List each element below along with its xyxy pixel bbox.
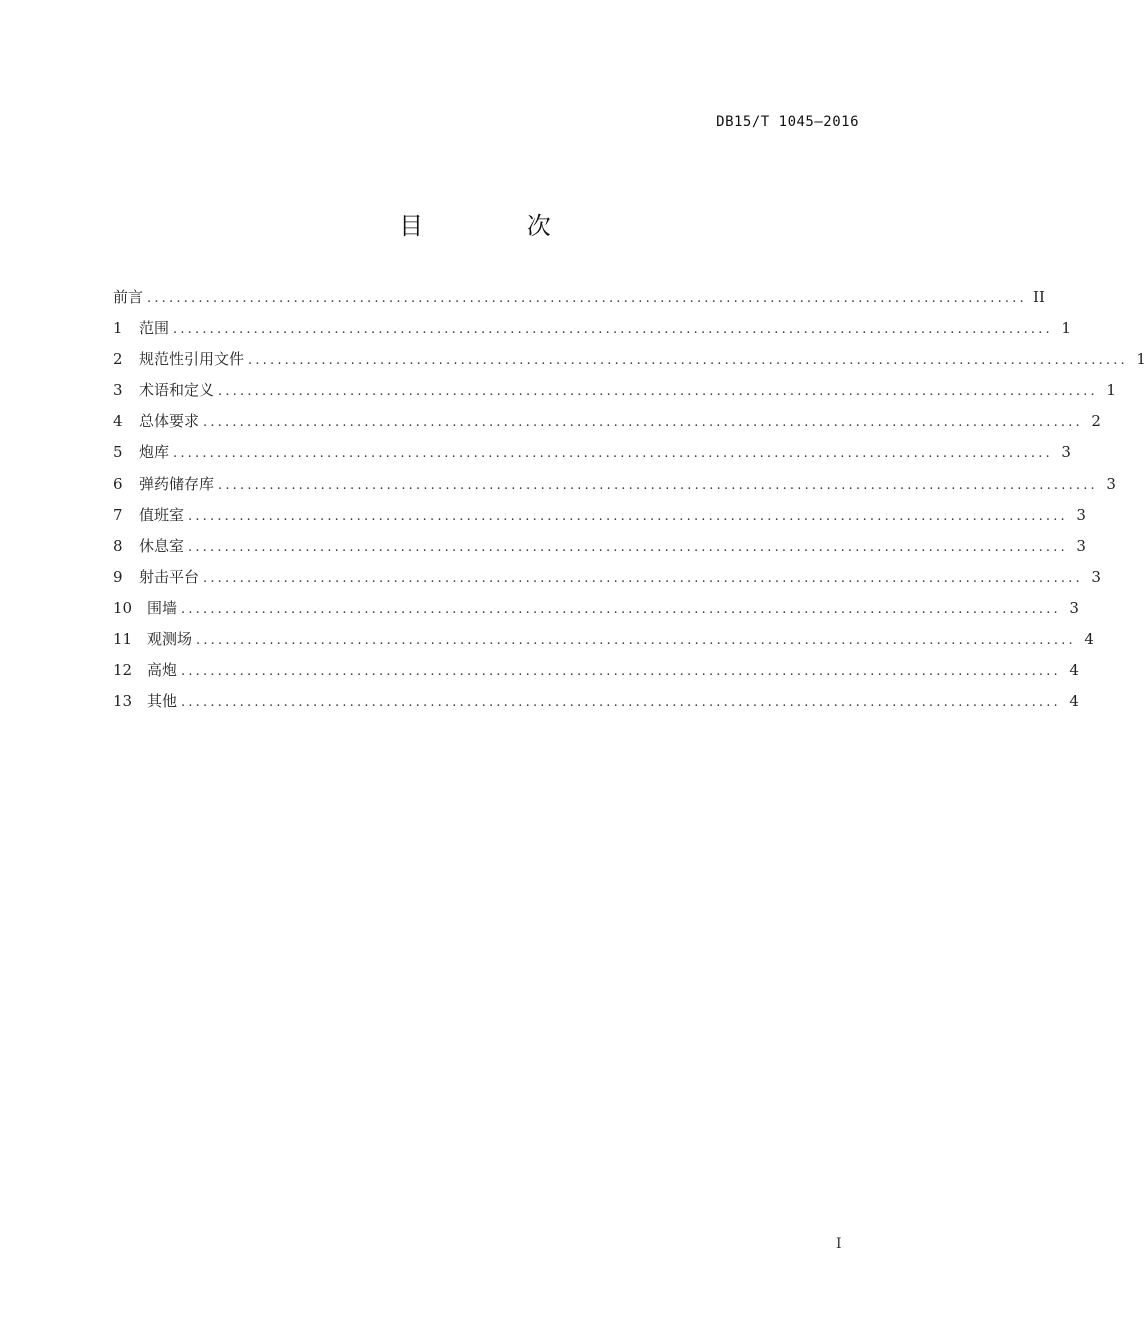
toc-leader-dots: ........................................................................................................................ [188, 508, 1068, 524]
toc-entry[interactable] [113, 536, 1086, 567]
toc-entry-label: 弹药储存库 [139, 474, 215, 493]
toc-entry-page: 3 [1069, 598, 1079, 617]
toc-entry[interactable] [113, 380, 1116, 411]
toc-entry-number: 3 [113, 381, 123, 400]
toc-leader-dots: ........................................................................................................................ [188, 539, 1068, 555]
toc-entry-number: 4 [113, 412, 123, 431]
toc-entry-number: 7 [113, 505, 123, 524]
toc-entry-number: 13 [113, 692, 133, 711]
toc-leader-dots: ........................................................................................................................ [147, 291, 1027, 306]
toc-leader-dots: ........................................................................................................................ [203, 570, 1083, 586]
toc-leader-dots: ........................................................................................................................ [173, 322, 1053, 338]
toc-entry-number: 6 [113, 474, 123, 493]
toc-leader-dots: ........................................................................................................................ [181, 695, 1061, 711]
toc-entry-label: 范围 [139, 319, 170, 338]
toc-entry[interactable] [113, 691, 1079, 722]
toc-entry-label: 总体要求 [139, 412, 200, 431]
toc-entry[interactable] [113, 505, 1086, 536]
toc-entry[interactable] [113, 411, 1101, 442]
toc-entry[interactable] [113, 629, 1094, 660]
toc-leader-dots: ........................................................................................................................ [218, 384, 1098, 400]
toc-entry-page: 1 [1061, 319, 1071, 338]
toc-entry[interactable] [113, 660, 1079, 691]
toc-entry-page: 3 [1106, 474, 1116, 493]
toc-entry-number: 1 [113, 319, 123, 338]
toc-entry[interactable] [113, 474, 1116, 505]
toc-entry-page: 3 [1076, 536, 1086, 555]
document-code: DB15/T 1045—2016 [716, 114, 859, 130]
toc-entry[interactable] [113, 349, 1146, 380]
toc-entry[interactable] [113, 567, 1101, 598]
toc-entry-number: 12 [113, 661, 133, 680]
toc-entry-label: 术语和定义 [139, 381, 215, 400]
toc-entry[interactable] [113, 318, 1071, 349]
toc-entry-label: 围墙 [147, 598, 178, 617]
toc-entry-page: 1 [1136, 350, 1146, 369]
toc-entry-page: 4 [1069, 661, 1079, 680]
toc-entry-page: 3 [1091, 567, 1101, 586]
toc-entry-label: 观测场 [147, 630, 193, 649]
page-number: I [836, 1236, 842, 1252]
toc-entry-page: 3 [1061, 443, 1071, 462]
toc-entry-number: 2 [113, 350, 123, 369]
toc-leader-dots: ........................................................................................................................ [203, 415, 1083, 431]
toc-leader-dots: ........................................................................................................................ [196, 633, 1076, 649]
toc-entry-label: 射击平台 [139, 567, 200, 586]
toc-entry-label: 规范性引用文件 [139, 350, 245, 369]
toc-leader-dots: ........................................................................................................................ [181, 601, 1061, 617]
toc-leader-dots: ........................................................................................................................ [181, 664, 1061, 680]
toc-entry[interactable] [113, 442, 1071, 473]
toc-leader-dots: ........................................................................................................................ [173, 446, 1053, 462]
toc-entry[interactable] [113, 598, 1079, 629]
page-title: 目 次 [399, 212, 599, 240]
toc-entry[interactable] [113, 287, 1045, 318]
toc-entry-page: 4 [1084, 630, 1094, 649]
toc-entry-number: 8 [113, 536, 123, 555]
toc-entry-page: 1 [1106, 381, 1116, 400]
toc-entry-number: 10 [113, 598, 133, 617]
toc-leader-dots: ........................................................................................................................ [218, 477, 1098, 493]
toc-entry-page: 3 [1076, 505, 1086, 524]
toc-entry-label: 值班室 [139, 505, 185, 524]
toc-entry-page: 2 [1091, 412, 1101, 431]
toc-entry-number: 11 [113, 630, 133, 649]
toc-entry-label: 休息室 [139, 536, 185, 555]
toc-entry-number: 5 [113, 443, 123, 462]
toc-entry-label: 其他 [147, 692, 178, 711]
toc-entry-label: 前言 [113, 288, 144, 306]
toc-leader-dots: ........................................................................................................................ [248, 353, 1128, 369]
toc-entry-page: II [1033, 288, 1045, 306]
table-of-contents [113, 287, 1146, 722]
toc-entry-number: 9 [113, 567, 123, 586]
toc-entry-label: 炮库 [139, 443, 170, 462]
toc-entry-page: 4 [1069, 692, 1079, 711]
toc-entry-label: 高炮 [147, 661, 178, 680]
